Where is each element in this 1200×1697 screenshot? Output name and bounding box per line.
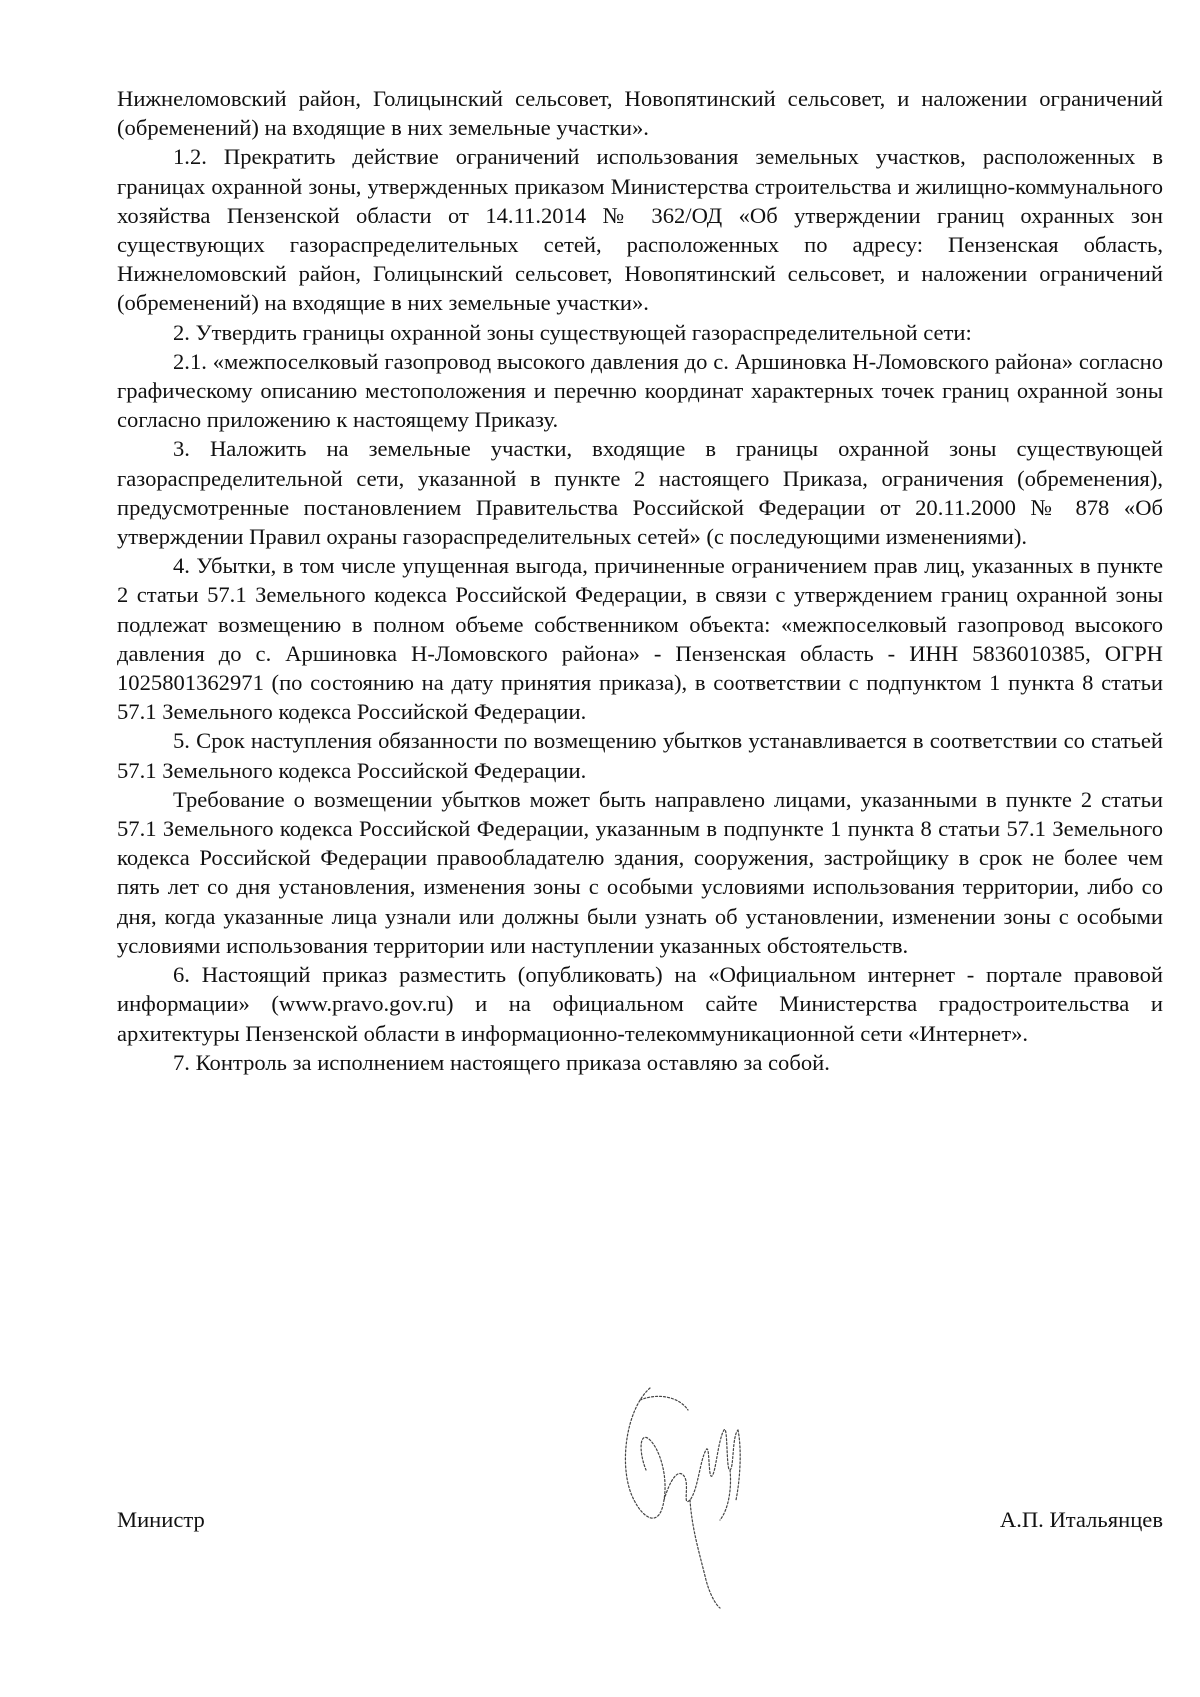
paragraph-2: 2. Утвердить границы охранной зоны существующей газораспределительной сети: — [173, 319, 972, 345]
paragraph-5: 5. Срок наступления обязанности по возмещению убытков устанавливается в соответствии со статьей 57.1 Земельного кодекса Российской Федерации. — [117, 728, 1163, 783]
paragraph-6: 6. Настоящий приказ разместить (опубликовать) на «Официальном интернет - портале правовой информации» (www.pravo.gov.ru) и на официальном сайте Министерства градостроительства и архитектуры Пензенской области в информационно-телекоммуникационной сети «Интернет». — [117, 962, 1163, 1046]
paragraph-3: 3. Наложить на земельные участки, входящие в границы охранной зоны существующей газораспределительной сети, указанной в пункте 2 настоящего Приказа, ограничения (обременения), предусмотренные постановлением Правительства Российской Федерации от 20.11.2000 № 878 «Об утверждении Правил охраны газораспределительных сетей» (с последующими изменениями). — [117, 436, 1163, 550]
paragraph-continuation: Нижнеломовский район, Голицынский сельсовет, Новопятинский сельсовет, и наложении ограничений (обременений) на входящие в них земельные участки». — [117, 86, 1163, 141]
signatory-title: Министр — [117, 1507, 205, 1532]
signature-block — [117, 1505, 1163, 1545]
paragraph-1-2: 1.2. Прекратить действие ограничений использования земельных участков, расположенных в границах охранной зоны, утвержденных приказом Министерства строительства и жилищно-коммунального хозяйства Пензенской области от 14.11.2014 № 362/ОД «Об утверждении границ охранных зон существующих газораспределительных сетей, расположенных по адресу: Пензенская область, Нижнеломовский район, Голицынский сельсовет, Новопятинский сельсовет, и наложении ограничений (обременений) на входящие в них земельные участки». — [117, 144, 1163, 316]
paragraph-5-claims: Требование о возмещении убытков может быть направлено лицами, указанными в пункте 2 статьи 57.1 Земельного кодекса Российской Федерации, указанным в подпункте 1 пункта 8 статьи 57.1 Земельного кодекса Российской Федерации правообладателю здания, сооружения, застройщику в срок не более чем пять лет со дня установления, изменения зоны с особыми условиями использования территории, либо со дня, когда указанные лица узнали или должны были узнать об установлении, изменении зоны с особыми условиями использования территории или наступлении указанных обстоятельств. — [117, 786, 1163, 958]
paragraph-4: 4. Убытки, в том числе упущенная выгода, причиненные ограничением прав лиц, указанных в пункте 2 статьи 57.1 Земельного кодекса Российской Федерации, в связи с утверждением границ охранной зоны подлежат возмещению в полном объеме собственником объекта: «межпоселковый газопровод высокого давления до с. Аршиновка Н-Ломовского района» - Пензенская область - ИНН 5836010385, ОГРН 1025801362971 (по состоянию на дату принятия приказа), в соответствии с подпунктом 1 пункта 8 статьи 57.1 Земельного кодекса Российской Федерации. — [117, 553, 1163, 725]
signatory-name: А.П. Итальянцев — [999, 1507, 1163, 1532]
handwritten-signature — [620, 1380, 780, 1610]
document-body — [117, 84, 1163, 1077]
paragraph-2-1: 2.1. «межпоселковый газопровод высокого давления до с. Аршиновка Н-Ломовского района» согласно графическому описанию местоположения и перечню координат характерных точек границ охранной зоны согласно приложению к настоящему Приказу. — [117, 348, 1163, 433]
paragraph-7: 7. Контроль за исполнением настоящего приказа оставляю за собой. — [173, 1049, 830, 1075]
